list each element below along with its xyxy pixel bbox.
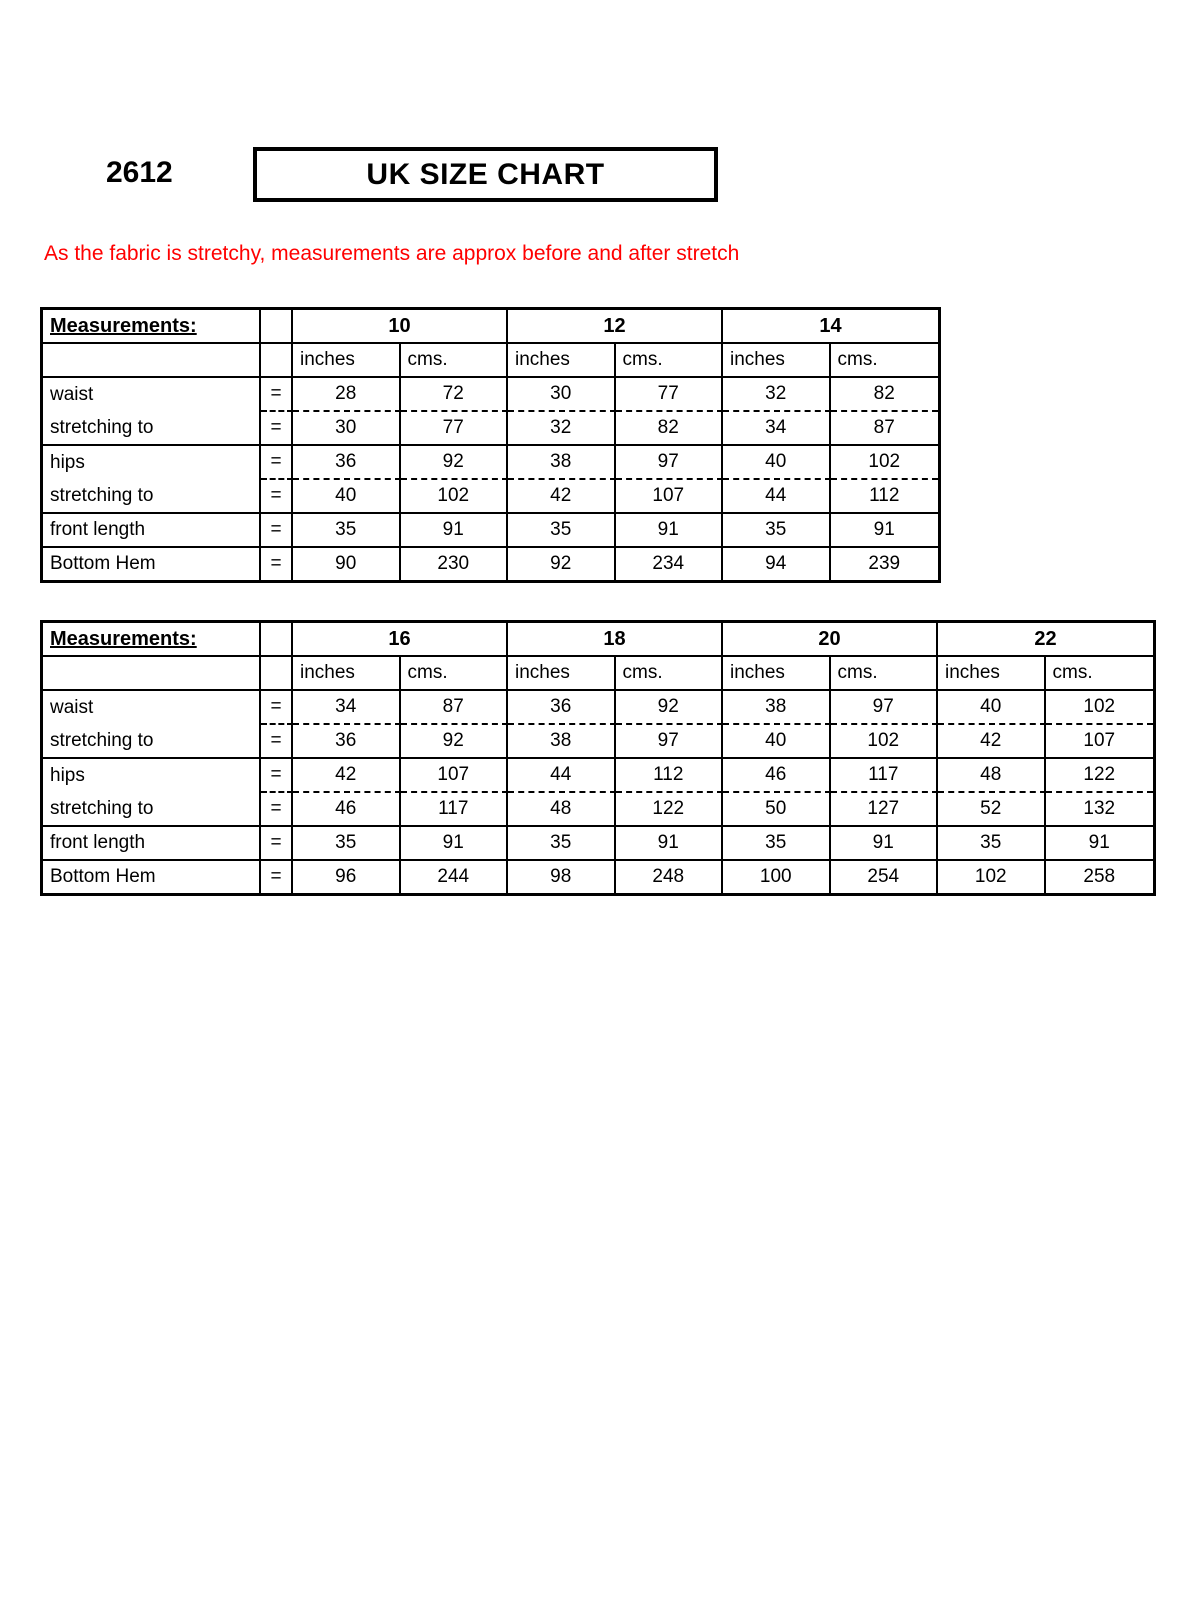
cell-value: 35 bbox=[723, 514, 831, 548]
cell-value: 34 bbox=[723, 412, 831, 446]
unit-spacer-cell bbox=[261, 657, 293, 691]
cell-value: 35 bbox=[508, 514, 616, 548]
equals-sign: = bbox=[261, 548, 293, 580]
cell-value: 107 bbox=[616, 480, 724, 514]
cell-value: 48 bbox=[508, 793, 616, 827]
cell-value: 112 bbox=[831, 480, 939, 514]
cell-value: 34 bbox=[293, 691, 401, 725]
unit-inches: inches bbox=[723, 344, 831, 378]
row-label: Bottom Hem bbox=[43, 861, 261, 893]
cell-value: 127 bbox=[831, 793, 939, 827]
unit-cms: cms. bbox=[831, 344, 939, 378]
cell-value: 98 bbox=[508, 861, 616, 893]
unit-header-row bbox=[43, 657, 1153, 691]
row-waist-stretching-to bbox=[43, 412, 938, 446]
cell-value: 40 bbox=[723, 446, 831, 480]
unit-spacer-cell bbox=[43, 657, 261, 691]
row-waist bbox=[43, 378, 938, 412]
cell-value: 132 bbox=[1046, 793, 1154, 827]
size-header-22: 22 bbox=[938, 623, 1153, 657]
row-front-length bbox=[43, 827, 1153, 861]
unit-cms: cms. bbox=[831, 657, 939, 691]
cell-value: 117 bbox=[831, 759, 939, 793]
cell-value: 46 bbox=[293, 793, 401, 827]
cell-value: 32 bbox=[508, 412, 616, 446]
cell-value: 44 bbox=[508, 759, 616, 793]
cell-value: 92 bbox=[401, 725, 509, 759]
size-header-14: 14 bbox=[723, 310, 938, 344]
equals-sign: = bbox=[261, 793, 293, 827]
size-header-20: 20 bbox=[723, 623, 938, 657]
page-title: UK SIZE CHART bbox=[366, 157, 605, 191]
equals-sign: = bbox=[261, 725, 293, 759]
cell-value: 42 bbox=[938, 725, 1046, 759]
cell-value: 91 bbox=[401, 827, 509, 861]
cell-value: 107 bbox=[401, 759, 509, 793]
row-label: stretching to bbox=[43, 725, 261, 759]
equals-sign: = bbox=[261, 759, 293, 793]
equals-sign: = bbox=[261, 691, 293, 725]
equals-sign: = bbox=[261, 861, 293, 893]
cell-value: 239 bbox=[868, 553, 901, 574]
row-hips bbox=[43, 759, 1153, 793]
cell-value: 42 bbox=[293, 759, 401, 793]
cell-value: 44 bbox=[723, 480, 831, 514]
row-hips-stretching-to bbox=[43, 793, 1153, 827]
unit-spacer-cell bbox=[43, 344, 261, 378]
cell-value: 92 bbox=[401, 446, 509, 480]
equals-sign: = bbox=[261, 514, 293, 548]
row-label: front length bbox=[43, 514, 261, 548]
cell-value: 94 bbox=[723, 548, 831, 580]
equals-sign: = bbox=[261, 827, 293, 861]
row-label: hips bbox=[43, 759, 261, 793]
cell-value: 102 bbox=[831, 446, 939, 480]
size-header-row bbox=[43, 310, 938, 344]
unit-inches: inches bbox=[723, 657, 831, 691]
row-front-length bbox=[43, 514, 938, 548]
cell-value: 82 bbox=[616, 412, 724, 446]
cell-value: 77 bbox=[401, 412, 509, 446]
size-header-10: 10 bbox=[293, 310, 508, 344]
equals-sign: = bbox=[261, 480, 293, 514]
cell-value: 258 bbox=[1083, 866, 1116, 887]
cell-value: 102 bbox=[938, 861, 1046, 893]
unit-inches: inches bbox=[508, 344, 616, 378]
unit-cms: cms. bbox=[401, 344, 509, 378]
cell-value: 32 bbox=[723, 378, 831, 412]
row-label: waist bbox=[43, 378, 261, 412]
cell-value: 87 bbox=[831, 412, 939, 446]
cell-value: 107 bbox=[1046, 725, 1154, 759]
row-bottom-hem bbox=[43, 861, 1153, 893]
cell-value: 97 bbox=[616, 725, 724, 759]
unit-inches: inches bbox=[938, 657, 1046, 691]
cell-value: 35 bbox=[938, 827, 1046, 861]
unit-cms: cms. bbox=[401, 657, 509, 691]
product-code: 2612 bbox=[106, 156, 173, 189]
cell-value: 102 bbox=[831, 725, 939, 759]
cell-value: 100 bbox=[723, 861, 831, 893]
size-header-row bbox=[43, 623, 1153, 657]
row-label: waist bbox=[43, 691, 261, 725]
cell-value: 102 bbox=[401, 480, 509, 514]
cell-value: 38 bbox=[723, 691, 831, 725]
cell-value: 72 bbox=[401, 378, 509, 412]
equals-sign: = bbox=[261, 446, 293, 480]
cell-value: 77 bbox=[616, 378, 724, 412]
unit-cms: cms. bbox=[1046, 657, 1154, 691]
row-bottom-hem bbox=[43, 548, 938, 580]
equals-sign: = bbox=[261, 378, 293, 412]
cell-value: 40 bbox=[723, 725, 831, 759]
size-table-2 bbox=[40, 620, 1156, 896]
cell-value: 38 bbox=[508, 725, 616, 759]
cell-value: 30 bbox=[293, 412, 401, 446]
cell-value: 87 bbox=[401, 691, 509, 725]
cell-value: 254 bbox=[831, 861, 939, 893]
cell-value: 91 bbox=[401, 514, 509, 548]
cell-value: 91 bbox=[616, 514, 724, 548]
cell-value: 40 bbox=[938, 691, 1046, 725]
cell-value: 244 bbox=[401, 861, 509, 893]
row-label: stretching to bbox=[43, 480, 261, 514]
cell-value: 102 bbox=[1046, 691, 1154, 725]
cell-value: 117 bbox=[401, 793, 509, 827]
unit-inches: inches bbox=[293, 344, 401, 378]
unit-inches: inches bbox=[293, 657, 401, 691]
measurements-header: Measurements: bbox=[43, 623, 261, 657]
cell-value: 52 bbox=[938, 793, 1046, 827]
cell-value: 97 bbox=[616, 446, 724, 480]
unit-header-row bbox=[43, 344, 938, 378]
unit-inches: inches bbox=[508, 657, 616, 691]
size-header-12: 12 bbox=[508, 310, 723, 344]
cell-value: 35 bbox=[293, 514, 401, 548]
cell-value: 35 bbox=[723, 827, 831, 861]
equals-sign: = bbox=[261, 412, 293, 446]
header-spacer-cell bbox=[261, 623, 293, 657]
cell-value: 46 bbox=[723, 759, 831, 793]
cell-value: 91 bbox=[831, 514, 939, 548]
row-waist-stretching-to bbox=[43, 725, 1153, 759]
row-label: hips bbox=[43, 446, 261, 480]
size-table-1 bbox=[40, 307, 941, 583]
unit-cms: cms. bbox=[616, 657, 724, 691]
header-spacer-cell bbox=[261, 310, 293, 344]
measurements-header: Measurements: bbox=[43, 310, 261, 344]
cell-value: 92 bbox=[616, 691, 724, 725]
cell-value: 50 bbox=[723, 793, 831, 827]
cell-value: 36 bbox=[293, 446, 401, 480]
cell-value: 36 bbox=[293, 725, 401, 759]
size-header-16: 16 bbox=[293, 623, 508, 657]
cell-value: 230 bbox=[401, 548, 509, 580]
cell-value: 28 bbox=[293, 378, 401, 412]
cell-value: 48 bbox=[938, 759, 1046, 793]
row-label: Bottom Hem bbox=[43, 548, 261, 580]
cell-value: 82 bbox=[831, 378, 939, 412]
cell-value: 248 bbox=[616, 861, 724, 893]
cell-value: 234 bbox=[616, 548, 724, 580]
stretch-note: As the fabric is stretchy, measurements are approx before and after stretch bbox=[44, 242, 740, 265]
cell-value: 92 bbox=[508, 548, 616, 580]
cell-value: 35 bbox=[508, 827, 616, 861]
unit-spacer-cell bbox=[261, 344, 293, 378]
cell-value: 36 bbox=[508, 691, 616, 725]
cell-value: 42 bbox=[508, 480, 616, 514]
size-header-18: 18 bbox=[508, 623, 723, 657]
cell-value: 35 bbox=[293, 827, 401, 861]
row-label: stretching to bbox=[43, 412, 261, 446]
cell-value: 90 bbox=[293, 548, 401, 580]
row-hips-stretching-to bbox=[43, 480, 938, 514]
row-waist bbox=[43, 691, 1153, 725]
cell-value: 112 bbox=[616, 759, 724, 793]
cell-value: 40 bbox=[293, 480, 401, 514]
cell-value: 96 bbox=[293, 861, 401, 893]
row-label: front length bbox=[43, 827, 261, 861]
cell-value: 97 bbox=[831, 691, 939, 725]
cell-value: 122 bbox=[1046, 759, 1154, 793]
cell-value: 91 bbox=[616, 827, 724, 861]
cell-value: 30 bbox=[508, 378, 616, 412]
row-label: stretching to bbox=[43, 793, 261, 827]
cell-value: 91 bbox=[831, 827, 939, 861]
cell-value: 122 bbox=[616, 793, 724, 827]
cell-value: 91 bbox=[1046, 827, 1154, 861]
cell-value: 38 bbox=[508, 446, 616, 480]
title-box bbox=[253, 147, 718, 202]
unit-cms: cms. bbox=[616, 344, 724, 378]
row-hips bbox=[43, 446, 938, 480]
